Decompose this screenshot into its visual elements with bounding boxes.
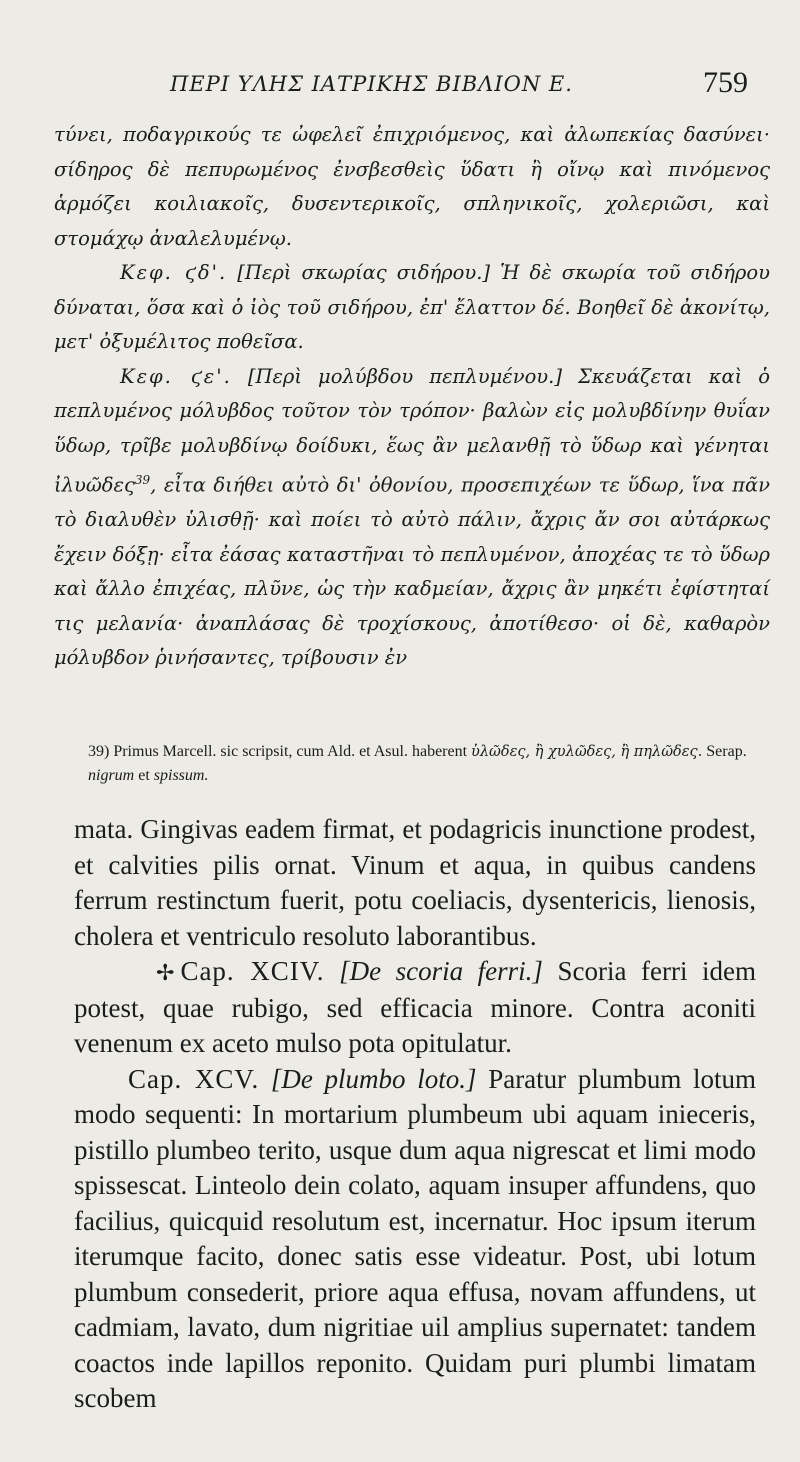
footnote-italic-c: spissum.: [153, 767, 209, 784]
latin-chapter-95-heading: Cap. XCV.: [128, 1063, 260, 1094]
greek-chapter-95-text-b: , εἶτα διήθει αὐτὸ δι' ὀθονίου, προσεπιχέων τε ὕδωρ, ἵνα πᾶν τὸ διαλυθὲν ὑλισθῇ· καὶ ποίει τὸ αὐτὸ πάλιν, ἄχρις ἄν σοι αὐτάρκως ἔχειν δόξῃ· εἶτα ἐάσας καταστῆναι τὸ πεπλυμένον, ἀποχέας τε τὸ ὕδωρ καὶ ἄλλο ἐπιχέας, πλῦνε, ὡς τὴν καδμείαν, ἄχρις ἂν μηκέτι ἐφίστηταί τις μελανία· ἀναπλάσας δὲ τροχίσκους, ἀποτίθεσο· οἱ δὲ, καθαρὸν μόλυβδον ῥινήσαντες, τρίβουσιν ἐν: [54, 473, 770, 669]
latin-chapter-94-heading: Cap. XCIV.: [180, 956, 325, 986]
latin-chapter-95: [74, 1062, 756, 1417]
greek-chapter-95-text-a: [Περὶ μολύβδου πεπλυμένου.] Σκευάζεται καὶ ὁ πεπλυμένος μόλυβδος τοῦτον τὸν τρόπον· βαλὼν εἰς μολυβδίνην θυΐαν ὕδωρ, τρῖβε μολυβδίνῳ δοίδυκι, ἕως ἂν μελανθῇ τὸ ὕδωρ καὶ γένηται ἰλυῶδες: [54, 364, 771, 497]
greek-chapter-94-heading: Κεφ. ϛδ'.: [120, 261, 228, 284]
latin-chapter-94: [74, 954, 756, 1062]
latin-paragraph-1: mata. Gingivas eadem firmat, et podagricis inunctione prodest, et calvities pilis ornat. Vinum et aqua, in quibus candens ferrum restinctum fuerit, potu coeliacis, dysentericis, lienosis, cholera et ventriculo resoluto laborantibus.: [74, 814, 756, 951]
greek-chapter-94: [54, 256, 770, 360]
footnote-text-c: et: [138, 767, 150, 784]
greek-chapter-95-heading: Κεφ. ϛε'.: [120, 364, 232, 388]
running-title: ΠΕΡΙ ΥΛΗΣ ΙΑΤΡΙΚΗΣ ΒΙΒΛΙΟΝ Ε.: [170, 72, 573, 96]
greek-chapter-95: [54, 360, 770, 676]
footnote: [88, 740, 772, 788]
page-number: 759: [703, 66, 748, 99]
footnote-reference: 39: [134, 473, 151, 487]
footnote-greek: ὑλῶδες, ἢ χυλῶδες, ἢ πηλῶδες.: [471, 744, 703, 760]
footnote-text-a: Primus Marcell. sic scripsit, cum Ald. et Asul. haberent: [113, 743, 468, 760]
latin-chapter-94-text: Scoria ferri idem potest, quae rubigo, sed efficacia minore. Contra aconiti venenum ex aceto mulso pota opitulatur.: [74, 956, 757, 1058]
footnote-text-b: Serap.: [706, 743, 747, 760]
latin-chapter-95-text: Paratur plumbum lotum modo sequenti: In mortarium plumbeum ubi aquam inieceris, pistillo plumbeo terito, usque dum aqua nigrescat et limi modo spissescat. Linteolo dein colato, aquam insuper affundens, quo facilius, quicquid resolutum est, incernatur. Hoc ipsum iterum iterumque facito, donec satis esse videatur. Post, ubi lotum plumbum consederit, priore aqua effusa, novam affundens, ut cadmiam, lavato, dum nigritiae uil amplius supernatet: tandem coactos inde lapillos reponito. Quidam puri plumbi limatam scobem: [74, 1063, 757, 1413]
latin-chapter-94-title: [De scoria ferri.]: [339, 956, 543, 986]
latin-text-block: [74, 812, 756, 1417]
running-header: [170, 66, 770, 110]
greek-chapter-94-text: [Περὶ σκωρίας σιδήρου.] Ἡ δὲ σκωρία τοῦ σιδήρου δύναται, ὅσα καὶ ὁ ἰὸς τοῦ σιδήρου, ἐπ' ἔλαττον δέ. Βοηθεῖ δὲ ἀκονίτῳ, μετ' ὀξυμέλιτος ποθεῖσα.: [54, 261, 770, 353]
latin-chapter-95-title: [De plumbo loto.]: [270, 1063, 477, 1094]
footnote-number: 39): [88, 743, 110, 760]
footnote-italic-b: nigrum: [88, 767, 135, 784]
greek-text-block: [54, 118, 770, 676]
margin-mark-icon: ✢: [156, 960, 175, 985]
greek-paragraph-1: τύνει, ποδαγρικούς τε ὠφελεῖ ἐπιχριόμενος, καὶ ἀλωπεκίας δασύνει· σίδηρος δὲ πεπυρωμένος ἐνσβεσθεὶς ὕδατι ἢ οἴνῳ καὶ πινόμενος ἁρμόζει κοιλιακοῖς, δυσεντερικοῖς, σπληνικοῖς, χολεριῶσι, καὶ στομάχῳ ἀναλελυμένῳ.: [54, 123, 770, 250]
